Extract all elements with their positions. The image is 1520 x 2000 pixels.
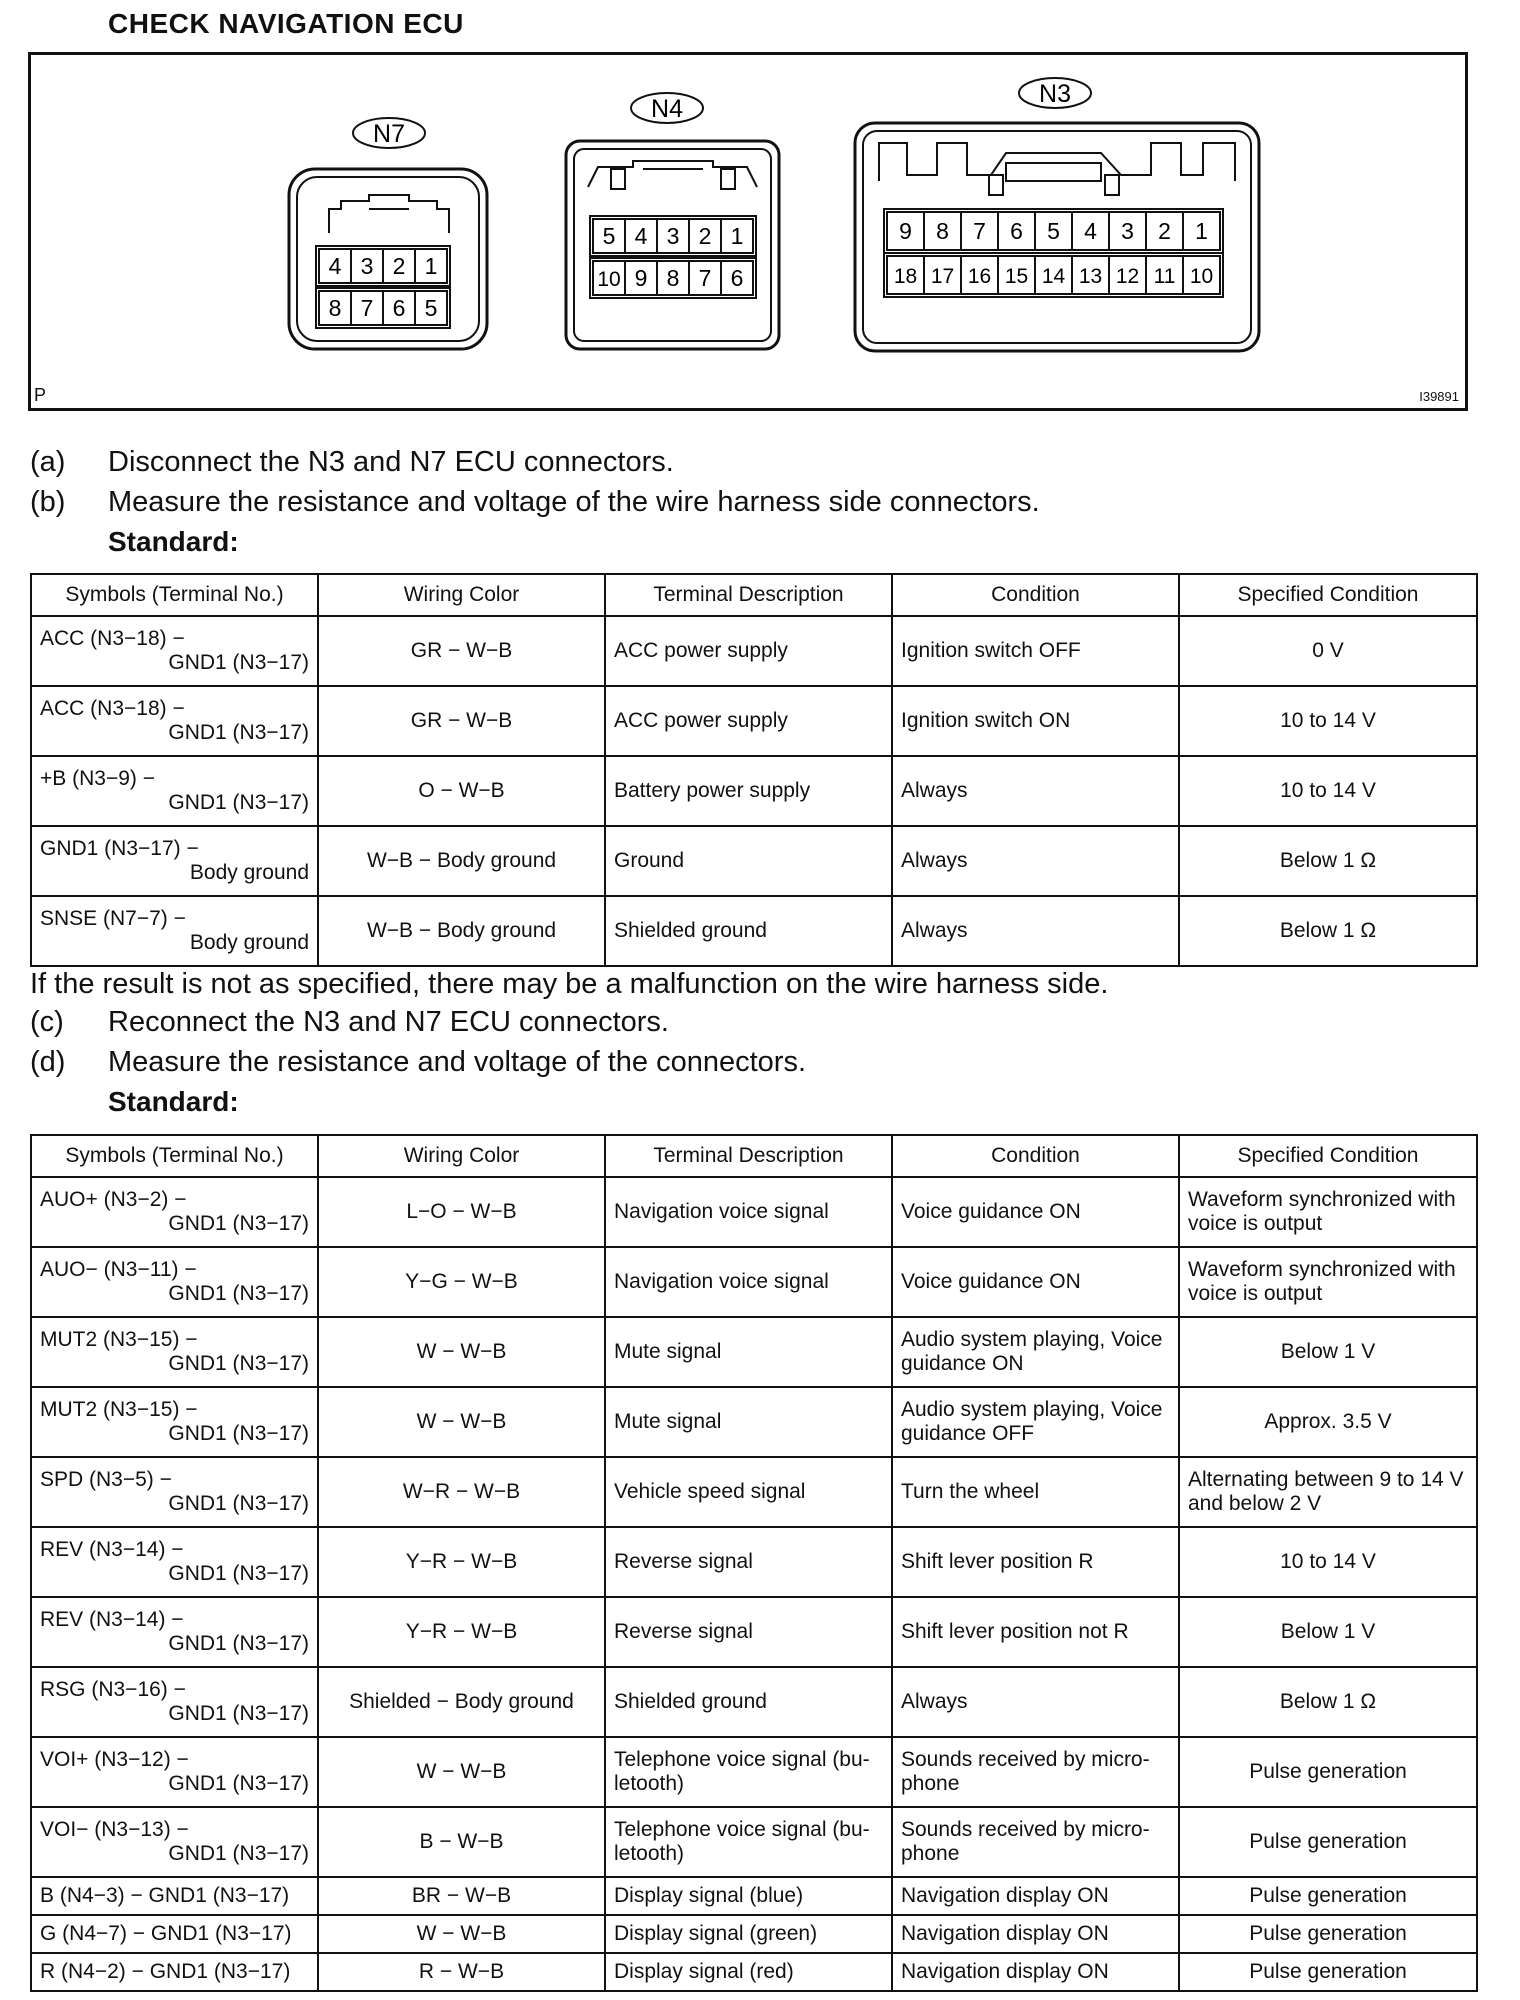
symbol-text: +B (N3−9) − [40,767,155,790]
symbol-cell [31,1387,318,1457]
condition-cell: Turn the wheel [892,1457,1179,1527]
terminal-description-cell: Telephone voice signal (bu-letooth) [605,1737,892,1807]
symbol-text: SNSE (N7−7) − [40,907,186,930]
pin-number: 3 [1121,218,1134,244]
symbol-text: SPD (N3−5) − [40,1468,172,1491]
pin-number: 7 [973,218,986,244]
symbol-cell [31,1667,318,1737]
table-row [31,1915,1477,1953]
column-header: Condition [892,1135,1179,1177]
terminal-description-cell: Battery power supply [605,756,892,826]
column-header: Terminal Description [605,574,892,616]
symbol-ground-text: GND1 (N3−17) [168,1842,309,1865]
symbol-ground-text: GND1 (N3−17) [168,1702,309,1725]
pin-number: 14 [1041,265,1066,288]
symbol-ground-text: Body ground [189,861,309,884]
wiring-color-cell: B − W−B [318,1807,605,1877]
table-row [31,1667,1477,1737]
condition-cell: Always [892,826,1179,896]
connector-diagram-svg [31,55,1465,408]
specified-condition-cell: Below 1 Ω [1179,896,1477,966]
column-header: Specified Condition [1179,1135,1477,1177]
symbol-text: ACC (N3−18) − [40,697,185,720]
wiring-color-cell: W − W−B [318,1317,605,1387]
symbol-cell [31,826,318,896]
pin-number: 6 [1010,218,1023,244]
pin-number: 3 [666,223,680,249]
step-b-label: (b) [30,486,66,518]
wiring-color-cell: W − W−B [318,1737,605,1807]
symbol-cell [31,686,318,756]
wiring-color-cell: GR − W−B [318,616,605,686]
symbol-text: AUO+ (N3−2) − [40,1188,187,1211]
pin-number: 1 [1195,218,1208,244]
symbol-text: R (N4−2) − GND1 (N3−17) [40,1960,291,1983]
pin-number: 17 [930,265,955,288]
pin-number: 13 [1078,265,1103,288]
condition-cell: Voice guidance ON [892,1247,1179,1317]
specified-condition-cell: 10 to 14 V [1179,1527,1477,1597]
table-row [31,896,1477,966]
note-text: If the result is not as specified, there may be a malfunction on the wire harness side. [30,968,1109,1000]
pin-number: 7 [360,295,374,321]
condition-cell: Sounds received by micro-phone [892,1807,1179,1877]
pin-number: 2 [1158,218,1171,244]
pin-number: 2 [392,253,406,279]
table-row [31,1247,1477,1317]
wiring-color-cell: R − W−B [318,1953,605,1991]
condition-cell: Shift lever position R [892,1527,1179,1597]
wiring-color-cell: W−B − Body ground [318,826,605,896]
terminal-description-cell: Mute signal [605,1317,892,1387]
symbol-text: GND1 (N3−17) − [40,837,199,860]
step-a-label: (a) [30,446,66,478]
wiring-color-cell: W − W−B [318,1915,605,1953]
column-header: Specified Condition [1179,574,1477,616]
condition-cell: Ignition switch OFF [892,616,1179,686]
figure-code: I39891 [1419,389,1459,404]
pin-number: 16 [967,265,992,288]
terminal-description-cell: Reverse signal [605,1527,892,1597]
symbol-cell [31,1953,318,1991]
wiring-color-cell: L−O − W−B [318,1177,605,1247]
connector-diagram [28,52,1468,411]
condition-cell: Always [892,1667,1179,1737]
specified-condition-cell: 10 to 14 V [1179,756,1477,826]
specified-condition-cell: Below 1 Ω [1179,1667,1477,1737]
connector-label: N4 [651,95,683,123]
symbol-text: VOI+ (N3−12) − [40,1748,189,1771]
page-title: CHECK NAVIGATION ECU [108,8,464,39]
symbol-cell [31,1247,318,1317]
specified-condition-cell: Pulse generation [1179,1737,1477,1807]
pin-number: 6 [730,265,744,291]
specified-condition-cell: Below 1 Ω [1179,826,1477,896]
symbol-cell [31,1177,318,1247]
symbol-text: ACC (N3−18) − [40,627,185,650]
condition-cell: Always [892,756,1179,826]
symbol-ground-text: GND1 (N3−17) [168,1632,309,1655]
symbol-text: AUO− (N3−11) − [40,1258,197,1281]
symbol-text: MUT2 (N3−15) − [40,1328,198,1351]
symbol-text: G (N4−7) − GND1 (N3−17) [40,1922,292,1945]
condition-cell: Navigation display ON [892,1953,1179,1991]
symbol-ground-text: GND1 (N3−17) [168,1352,309,1375]
column-header: Terminal Description [605,1135,892,1177]
specified-condition-cell: Waveform synchronized with voice is output [1179,1247,1477,1317]
specified-condition-cell: Approx. 3.5 V [1179,1387,1477,1457]
specified-condition-cell: Waveform synchronized with voice is output [1179,1177,1477,1247]
terminal-description-cell: Shielded ground [605,896,892,966]
pin-number: 5 [1047,218,1060,244]
step-a-text: Disconnect the N3 and N7 ECU connectors. [108,446,674,478]
condition-cell: Audio system playing, Voice guidance OFF [892,1387,1179,1457]
symbol-cell [31,1877,318,1915]
terminal-description-cell: Display signal (blue) [605,1877,892,1915]
terminal-description-cell: ACC power supply [605,616,892,686]
step-d-label: (d) [30,1046,66,1078]
condition-cell: Ignition switch ON [892,686,1179,756]
table-row [31,1177,1477,1247]
spec-table-1 [30,573,1478,967]
symbol-text: REV (N3−14) − [40,1608,184,1631]
column-header: Wiring Color [318,1135,605,1177]
table-row [31,826,1477,896]
table-row [31,1457,1477,1527]
condition-cell: Navigation display ON [892,1877,1179,1915]
table-row [31,1807,1477,1877]
table-row [31,1737,1477,1807]
terminal-description-cell: Display signal (red) [605,1953,892,1991]
table-row [31,1317,1477,1387]
symbol-ground-text: GND1 (N3−17) [168,651,309,674]
pin-number: 5 [602,223,616,249]
symbol-ground-text: GND1 (N3−17) [168,1422,309,1445]
pin-number: 4 [1084,218,1097,244]
specified-condition-cell: Pulse generation [1179,1953,1477,1991]
specified-condition-cell: Pulse generation [1179,1807,1477,1877]
pin-number: 18 [893,265,918,288]
terminal-description-cell: Shielded ground [605,1667,892,1737]
specified-condition-cell: 0 V [1179,616,1477,686]
specified-condition-cell: Pulse generation [1179,1877,1477,1915]
symbol-text: MUT2 (N3−15) − [40,1398,198,1421]
terminal-description-cell: Ground [605,826,892,896]
table-header-row [31,574,1477,616]
pin-number: 3 [360,253,374,279]
table-header-row [31,1135,1477,1177]
terminal-description-cell: Mute signal [605,1387,892,1457]
table-row [31,1877,1477,1915]
wiring-color-cell: Y−G − W−B [318,1247,605,1317]
step-c-text: Reconnect the N3 and N7 ECU connectors. [108,1006,669,1038]
pin-number: 10 [1189,265,1214,288]
standard-label-2: Standard: [108,1086,239,1117]
step-d-text: Measure the resistance and voltage of the connectors. [108,1046,807,1078]
wiring-color-cell: BR − W−B [318,1877,605,1915]
symbol-cell [31,1597,318,1667]
condition-cell: Voice guidance ON [892,1177,1179,1247]
pin-number: 1 [730,223,744,249]
table-row [31,616,1477,686]
pin-number: 10 [597,268,621,291]
specified-condition-cell: Below 1 V [1179,1317,1477,1387]
table-row [31,756,1477,826]
pin-number: 12 [1115,265,1140,288]
pin-number: 5 [424,295,438,321]
symbol-cell [31,1317,318,1387]
pin-number: 6 [392,295,406,321]
condition-cell: Shift lever position not R [892,1597,1179,1667]
column-header: Condition [892,574,1179,616]
symbol-ground-text: GND1 (N3−17) [168,1212,309,1235]
condition-cell: Sounds received by micro-phone [892,1737,1179,1807]
specified-condition-cell: Alternating between 9 to 14 V and below 2 V [1179,1457,1477,1527]
symbol-cell [31,1527,318,1597]
connector-label: N3 [1039,80,1071,108]
symbol-ground-text: GND1 (N3−17) [168,1772,309,1795]
specified-condition-cell: Pulse generation [1179,1915,1477,1953]
wiring-color-cell: W−B − Body ground [318,896,605,966]
table-row [31,1597,1477,1667]
symbol-cell [31,1915,318,1953]
pin-number: 9 [899,218,912,244]
symbol-ground-text: GND1 (N3−17) [168,791,309,814]
symbol-cell [31,896,318,966]
symbol-cell [31,616,318,686]
symbol-ground-text: Body ground [189,931,309,954]
table-row [31,686,1477,756]
wiring-color-cell: W − W−B [318,1387,605,1457]
column-header: Symbols (Terminal No.) [31,1135,318,1177]
pin-number: 1 [424,253,438,279]
connector-n3 [855,78,1259,351]
wiring-color-cell: GR − W−B [318,686,605,756]
terminal-description-cell: Telephone voice signal (bu-letooth) [605,1807,892,1877]
terminal-description-cell: ACC power supply [605,686,892,756]
symbol-cell [31,1457,318,1527]
pin-number: 8 [666,265,680,291]
wiring-color-cell: Y−R − W−B [318,1597,605,1667]
symbol-text: REV (N3−14) − [40,1538,184,1561]
condition-cell: Audio system playing, Voice guidance ON [892,1317,1179,1387]
terminal-description-cell: Navigation voice signal [605,1177,892,1247]
pin-number: 11 [1153,265,1176,288]
wiring-color-cell: W−R − W−B [318,1457,605,1527]
terminal-description-cell: Reverse signal [605,1597,892,1667]
terminal-description-cell: Vehicle speed signal [605,1457,892,1527]
spec-table-2 [30,1134,1478,1992]
pin-number: 4 [328,253,342,279]
table-row [31,1387,1477,1457]
symbol-text: B (N4−3) − GND1 (N3−17) [40,1884,290,1907]
wiring-color-cell: Shielded − Body ground [318,1667,605,1737]
symbol-ground-text: GND1 (N3−17) [168,1492,309,1515]
column-header: Wiring Color [318,574,605,616]
symbol-cell [31,756,318,826]
specified-condition-cell: 10 to 14 V [1179,686,1477,756]
symbol-cell [31,1807,318,1877]
symbol-ground-text: GND1 (N3−17) [168,1282,309,1305]
pin-number: 9 [634,265,648,291]
table-row [31,1953,1477,1991]
symbol-cell [31,1737,318,1807]
terminal-description-cell: Display signal (green) [605,1915,892,1953]
pin-number: 7 [698,265,712,291]
table-row [31,1527,1477,1597]
pin-number: 2 [698,223,712,249]
connector-label: N7 [373,120,405,148]
condition-cell: Navigation display ON [892,1915,1179,1953]
symbol-ground-text: GND1 (N3−17) [168,1562,309,1585]
column-header: Symbols (Terminal No.) [31,574,318,616]
symbol-ground-text: GND1 (N3−17) [168,721,309,744]
pin-number: 4 [634,223,648,249]
pin-number: 8 [936,218,949,244]
pin-number: 8 [328,295,342,321]
symbol-text: RSG (N3−16) − [40,1678,186,1701]
step-b-text: Measure the resistance and voltage of the wire harness side connectors. [108,486,1040,518]
standard-label-1: Standard: [108,526,239,557]
wiring-color-cell: Y−R − W−B [318,1527,605,1597]
wiring-color-cell: O − W−B [318,756,605,826]
connector-n4 [566,93,779,349]
symbol-text: VOI− (N3−13) − [40,1818,189,1841]
pin-number: 15 [1004,265,1029,288]
step-c-label: (c) [30,1006,64,1038]
diagram-corner-label: P [34,385,47,405]
condition-cell: Always [892,896,1179,966]
specified-condition-cell: Below 1 V [1179,1597,1477,1667]
terminal-description-cell: Navigation voice signal [605,1247,892,1317]
